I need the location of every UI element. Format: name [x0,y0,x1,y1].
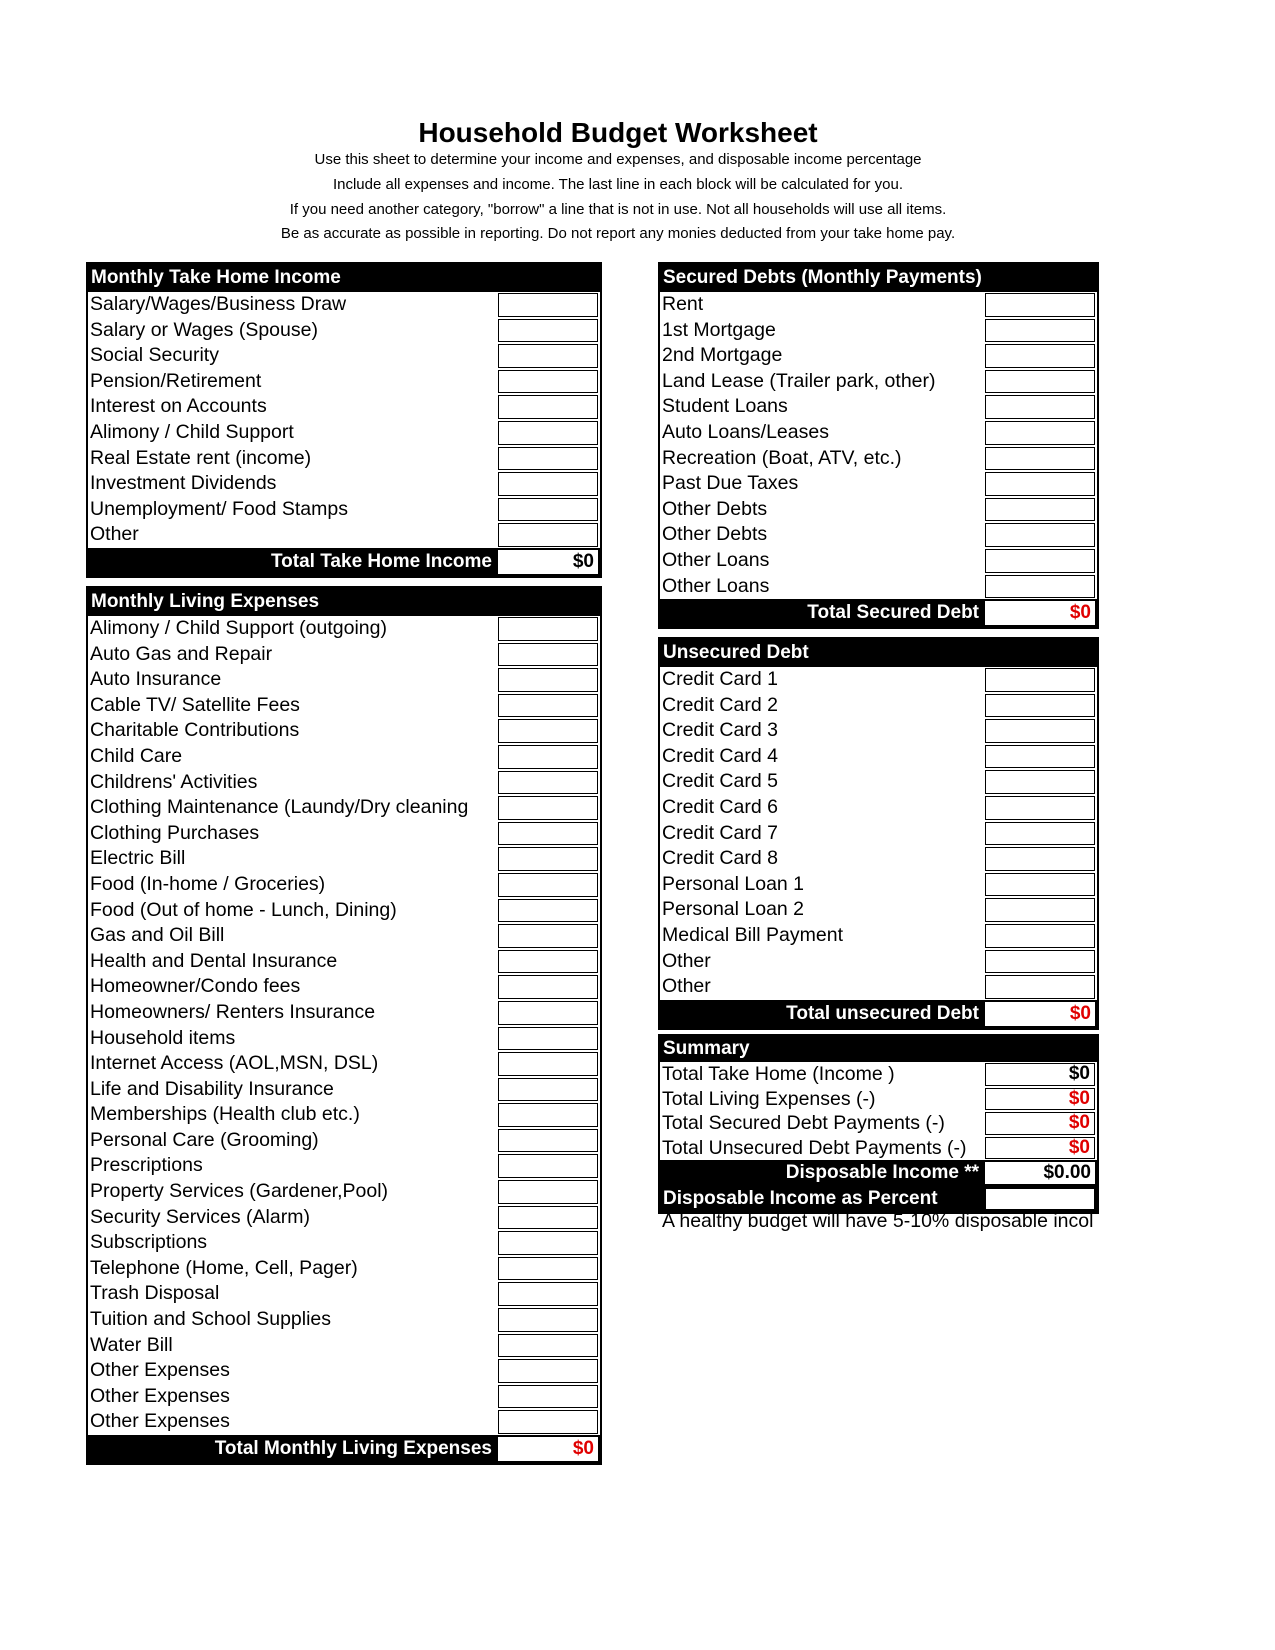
unsecured-label: Medical Bill Payment [662,923,843,946]
income-label: Salary or Wages (Spouse) [90,318,318,341]
living-row [88,770,600,796]
living-row [88,1128,600,1154]
secured-label: Auto Loans/Leases [662,420,829,443]
unsecured-label: Credit Card 7 [662,821,778,844]
unsecured-amount-cell[interactable] [985,796,1095,820]
living-amount-cell[interactable] [498,1078,598,1102]
unsecured-debt-rows [660,667,1097,1000]
living-label: Memberships (Health club etc.) [90,1103,360,1126]
living-row [88,846,600,872]
living-label: Subscriptions [90,1231,208,1254]
secured-label: Other Loans [662,548,770,571]
unsecured-amount-cell[interactable] [985,847,1095,871]
living-label: Clothing Purchases [90,821,260,844]
income-amount-cell[interactable] [498,293,598,317]
income-row [88,318,600,344]
living-amount-cell[interactable] [498,822,598,846]
living-row [88,718,600,744]
income-label: Alimony / Child Support [90,420,294,443]
living-label: Homeowners/ Renters Insurance [90,1000,376,1023]
unsecured-label: Credit Card 4 [662,744,778,767]
living-row [88,1179,600,1205]
income-row [88,420,600,446]
page-title: Household Budget Worksheet [418,117,818,148]
income-row [88,343,600,369]
income-label: Other [90,523,139,546]
living-label: Charitable Contributions [90,719,300,742]
living-row [88,949,600,975]
living-label: Auto Gas and Repair [90,642,273,665]
living-row [88,821,600,847]
summary-row [660,1136,1097,1161]
secured-debts-total-label: Total Secured Debt [807,602,979,624]
secured-label: Past Due Taxes [662,472,799,495]
living-amount-cell[interactable] [498,1257,598,1281]
living-label: Food (Out of home - Lunch, Dining) [90,898,397,921]
living-amount-cell[interactable] [498,1359,598,1383]
secured-row [660,394,1097,420]
unsecured-debt-total-label: Total unsecured Debt [786,1002,979,1024]
secured-debts-block [658,262,1099,629]
living-label: Childrens' Activities [90,770,258,793]
unsecured-row [660,974,1097,1000]
living-amount-cell[interactable] [498,1308,598,1332]
income-amount-cell[interactable] [498,395,598,419]
unsecured-row [660,949,1097,975]
disposable-income-value: $0.00 [985,1162,1095,1184]
secured-row [660,318,1097,344]
income-amount-cell[interactable] [498,472,598,496]
living-label: Gas and Oil Bill [90,924,225,947]
living-amount-cell[interactable] [498,719,598,743]
secured-row [660,574,1097,600]
living-row [88,1077,600,1103]
living-row [88,974,600,1000]
living-amount-cell[interactable] [498,975,598,999]
disposable-income-label: Disposable Income ** [785,1162,979,1183]
unsecured-row [660,897,1097,923]
secured-row [660,471,1097,497]
secured-row [660,369,1097,395]
secured-label: 2nd Mortgage [662,344,783,367]
secured-label: 1st Mortgage [662,318,776,341]
living-row [88,1102,600,1128]
living-label: Household items [90,1026,236,1049]
secured-amount-cell[interactable] [985,370,1095,394]
disposable-percent-label: Disposable Income as Percent [663,1188,938,1209]
income-amount-cell[interactable] [498,498,598,522]
living-row [88,1153,600,1179]
living-amount-cell[interactable] [498,617,598,641]
secured-amount-cell[interactable] [985,319,1095,343]
secured-debts-total-row [660,599,1097,627]
secured-row [660,446,1097,472]
living-label: Water Bill [90,1333,173,1356]
living-label: Security Services (Alarm) [90,1205,310,1228]
living-label: Personal Care (Grooming) [90,1128,319,1151]
unsecured-row [660,744,1097,770]
income-total-label: Total Take Home Income [270,550,492,572]
living-amount-cell[interactable] [498,771,598,795]
unsecured-label: Credit Card 5 [662,770,778,793]
living-row [88,1256,600,1282]
unsecured-debt-total-row [660,1000,1097,1028]
living-label: Food (In-home / Groceries) [90,872,326,895]
summary-block [658,1034,1099,1214]
secured-label: Other Debts [662,523,768,546]
living-row [88,1026,600,1052]
living-amount-cell[interactable] [498,1027,598,1051]
income-row [88,369,600,395]
living-amount-cell[interactable] [498,1103,598,1127]
income-label: Interest on Accounts [90,395,267,418]
living-label: Homeowner/Condo fees [90,975,301,998]
living-amount-cell[interactable] [498,694,598,718]
living-label: Tuition and School Supplies [90,1308,332,1331]
summary-value: $0 [985,1137,1095,1160]
secured-amount-cell[interactable] [985,498,1095,522]
income-row [88,394,600,420]
unsecured-row [660,769,1097,795]
unsecured-row [660,795,1097,821]
unsecured-amount-cell[interactable] [985,924,1095,948]
living-row [88,872,600,898]
secured-amount-cell[interactable] [985,395,1095,419]
unsecured-debt-total-value: $0 [985,1002,1095,1026]
living-amount-cell[interactable] [498,1410,598,1434]
unsecured-amount-cell[interactable] [985,668,1095,692]
unsecured-label: Credit Card 2 [662,693,778,716]
income-rows [88,292,600,548]
secured-amount-cell[interactable] [985,472,1095,496]
unsecured-row [660,718,1097,744]
unsecured-amount-cell[interactable] [985,950,1095,974]
unsecured-amount-cell[interactable] [985,719,1095,743]
income-row [88,497,600,523]
living-expenses-total-row [88,1435,600,1463]
income-header: Monthly Take Home Income [88,264,600,292]
disposable-income-row [660,1160,1097,1186]
income-amount-cell[interactable] [498,447,598,471]
unsecured-row [660,667,1097,693]
unsecured-amount-cell[interactable] [985,822,1095,846]
summary-row [660,1111,1097,1136]
secured-debts-total-value: $0 [985,601,1095,625]
living-row [88,1358,600,1384]
unsecured-debt-header: Unsecured Debt [660,639,1097,667]
living-expenses-rows [88,616,600,1435]
unsecured-label: Other [662,949,711,972]
unsecured-label: Personal Loan 2 [662,898,805,921]
unsecured-label: Credit Card 8 [662,847,778,870]
unsecured-row [660,923,1097,949]
intro-line-3: If you need another category, "borrow" a line that is not in use. Not all households will use all items. [289,201,947,218]
living-row [88,1205,600,1231]
secured-amount-cell[interactable] [985,293,1095,317]
living-amount-cell[interactable] [498,668,598,692]
living-row [88,1051,600,1077]
summary-row [660,1087,1097,1112]
living-row [88,1230,600,1256]
secured-label: Other Loans [662,574,770,597]
secured-amount-cell[interactable] [985,549,1095,573]
living-amount-cell[interactable] [498,899,598,923]
living-amount-cell[interactable] [498,1282,598,1306]
living-amount-cell[interactable] [498,873,598,897]
living-row [88,616,600,642]
income-amount-cell[interactable] [498,344,598,368]
living-amount-cell[interactable] [498,1129,598,1153]
secured-row [660,420,1097,446]
unsecured-amount-cell[interactable] [985,694,1095,718]
summary-row [660,1062,1097,1087]
secured-label: Land Lease (Trailer park, other) [662,369,936,392]
secured-debts-header: Secured Debts (Monthly Payments) [660,264,1097,292]
secured-label: Recreation (Boat, ATV, etc.) [662,446,902,469]
unsecured-row [660,872,1097,898]
living-amount-cell[interactable] [498,1206,598,1230]
income-row [88,522,600,548]
living-label: Property Services (Gardener,Pool) [90,1180,389,1203]
living-expenses-total-value: $0 [498,1437,598,1461]
living-amount-cell[interactable] [498,1385,598,1409]
unsecured-label: Credit Card 3 [662,719,778,742]
income-label: Real Estate rent (income) [90,446,312,469]
income-row [88,292,600,318]
income-row [88,471,600,497]
living-amount-cell[interactable] [498,1154,598,1178]
summary-label: Total Take Home (Income ) [662,1063,895,1085]
secured-debts-rows [660,292,1097,599]
summary-rows [660,1062,1097,1160]
living-label: Clothing Maintenance (Laundy/Dry cleaning [90,796,469,819]
living-amount-cell[interactable] [498,950,598,974]
living-amount-cell[interactable] [498,1180,598,1204]
living-row [88,898,600,924]
living-amount-cell[interactable] [498,745,598,769]
secured-row [660,292,1097,318]
intro-line-4: Be as accurate as possible in reporting. Do not report any monies deducted from your take home pay. [280,225,956,242]
unsecured-amount-cell[interactable] [985,745,1095,769]
income-amount-cell[interactable] [498,421,598,445]
summary-label: Total Secured Debt Payments (-) [662,1112,945,1134]
living-label: Trash Disposal [90,1282,220,1305]
secured-amount-cell[interactable] [985,523,1095,547]
living-label: Other Expenses [90,1359,230,1382]
unsecured-amount-cell[interactable] [985,975,1095,999]
secured-amount-cell[interactable] [985,344,1095,368]
secured-amount-cell[interactable] [985,447,1095,471]
unsecured-label: Personal Loan 1 [662,872,805,895]
living-row [88,923,600,949]
secured-label: Rent [662,293,704,315]
unsecured-row [660,821,1097,847]
living-amount-cell[interactable] [498,1231,598,1255]
living-amount-cell[interactable] [498,796,598,820]
summary-value: $0 [985,1112,1095,1135]
living-label: Auto Insurance [90,668,222,691]
living-label: Prescriptions [90,1154,203,1177]
secured-row [660,497,1097,523]
income-total-value: $0 [498,550,598,574]
living-amount-cell[interactable] [498,847,598,871]
living-label: Cable TV/ Satellite Fees [90,693,300,716]
living-row [88,1000,600,1026]
secured-label: Student Loans [662,395,788,418]
living-label: Other Expenses [90,1384,230,1407]
disposable-percent-cell[interactable] [985,1188,1095,1210]
secured-label: Other Debts [662,497,768,520]
living-row [88,693,600,719]
living-row [88,795,600,821]
living-amount-cell[interactable] [498,1001,598,1025]
unsecured-label: Credit Card 6 [662,795,778,818]
living-expenses-total-label: Total Monthly Living Expenses [214,1438,492,1459]
income-amount-cell[interactable] [498,370,598,394]
living-amount-cell[interactable] [498,1334,598,1358]
unsecured-row [660,693,1097,719]
living-row [88,1384,600,1410]
living-label: Alimony / Child Support (outgoing) [90,617,387,639]
unsecured-amount-cell[interactable] [985,898,1095,922]
summary-value: $0 [985,1088,1095,1111]
living-label: Electric Bill [90,847,186,870]
living-expenses-block [86,586,602,1465]
living-row [88,1333,600,1359]
income-row [88,446,600,472]
living-label: Health and Dental Insurance [90,949,338,972]
living-label: Telephone (Home, Cell, Pager) [90,1256,358,1279]
living-label: Life and Disability Insurance [90,1077,334,1100]
summary-label: Total Living Expenses (-) [662,1087,876,1110]
living-row [88,642,600,668]
living-expenses-header: Monthly Living Expenses [88,588,600,616]
intro-line-1: Use this sheet to determine your income and expenses, and disposable income percentage [314,151,922,168]
income-block [86,262,602,578]
income-total-row [88,548,600,576]
unsecured-amount-cell[interactable] [985,873,1095,897]
living-row [88,1307,600,1333]
unsecured-debt-block [658,637,1099,1030]
secured-amount-cell[interactable] [985,575,1095,599]
summary-value: $0 [985,1063,1095,1086]
living-row [88,744,600,770]
living-row [88,1281,600,1307]
summary-header: Summary [660,1036,1097,1062]
income-label: Investment Dividends [90,472,277,495]
living-label: Child Care [90,744,183,767]
secured-row [660,522,1097,548]
income-label: Social Security [90,344,219,367]
healthy-budget-note: A healthy budget will have 5-10% disposable incol [662,1210,1094,1232]
living-row [88,667,600,693]
living-row [88,1409,600,1435]
income-label: Pension/Retirement [90,369,262,392]
unsecured-row [660,846,1097,872]
intro-line-2: Include all expenses and income. The last line in each block will be calculated for you. [332,176,904,193]
secured-row [660,548,1097,574]
disposable-percent-row [660,1186,1097,1212]
unsecured-amount-cell[interactable] [985,770,1095,794]
summary-label: Total Unsecured Debt Payments (-) [662,1136,967,1159]
income-label: Unemployment/ Food Stamps [90,497,348,520]
income-label: Salary/Wages/Business Draw [90,293,347,315]
living-amount-cell[interactable] [498,924,598,948]
living-amount-cell[interactable] [498,643,598,667]
income-amount-cell[interactable] [498,319,598,343]
secured-row [660,343,1097,369]
living-label: Other Expenses [90,1410,230,1433]
income-amount-cell[interactable] [498,523,598,547]
unsecured-label: Credit Card 1 [662,668,778,690]
living-label: Internet Access (AOL,MSN, DSL) [90,1052,379,1075]
secured-amount-cell[interactable] [985,421,1095,445]
living-amount-cell[interactable] [498,1052,598,1076]
unsecured-label: Other [662,975,711,998]
